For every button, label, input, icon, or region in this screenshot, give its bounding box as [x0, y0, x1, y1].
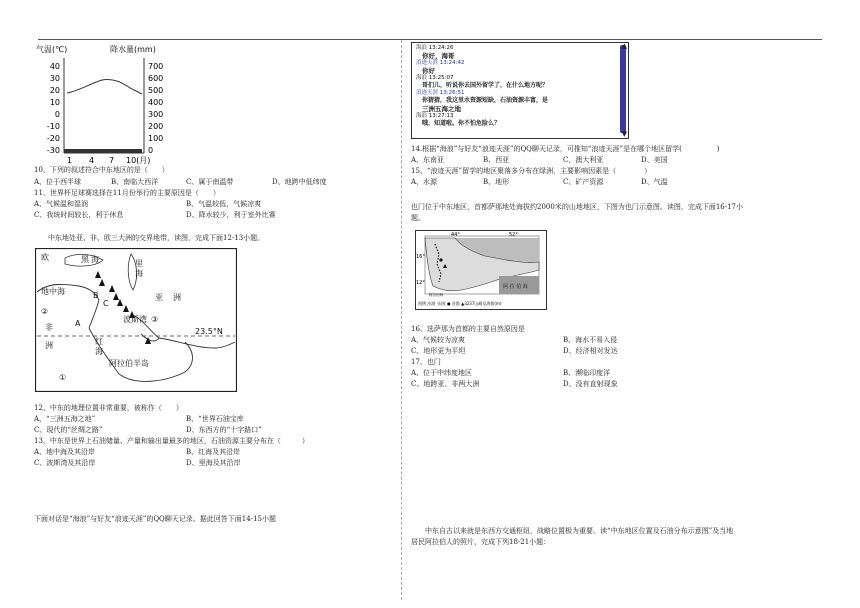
q17-stem: 17、也门	[411, 358, 441, 366]
map-label-zhou1: 洲	[173, 293, 181, 302]
q12-option-d: D、东西方的“十字路口”	[186, 426, 262, 434]
yemen-intro-line2: 题。	[411, 214, 425, 222]
q11-option-b: B、气温较低，气候凉爽	[186, 200, 262, 208]
temp-tick: 40	[49, 62, 60, 71]
map-label-B: B	[93, 291, 99, 300]
q10-option-c: C、属于南温带	[186, 178, 234, 186]
chat-message: 哦，知道啦。你不怕危险么？	[422, 120, 501, 127]
q16-stem: 16、选萨那为首都的主要自然原因是	[411, 325, 525, 333]
q14-option-b: B、西亚	[483, 156, 510, 164]
map-label-2: ②	[41, 307, 49, 316]
map-label-red: 红	[95, 337, 103, 346]
yemen-map-legend: 图例 沙漠 ·国界 ● 首都 ▲3237山峰及海拔(m)	[418, 301, 502, 306]
q13-option-d: D、里海及其沿岸	[186, 459, 241, 467]
map-label-sea3: 海	[95, 347, 103, 356]
column-divider	[401, 40, 402, 600]
precip-tick: 500	[148, 86, 164, 95]
q15-option-a: A、水源	[411, 178, 438, 186]
q12-option-b: B、“世界石油宝库	[186, 415, 244, 423]
map-label-3: ③	[151, 315, 159, 324]
temperature-curve	[67, 79, 142, 94]
q14-option-d: D、美国	[641, 156, 668, 164]
q11-option-c: C、我统时间较长，利于休息	[34, 211, 124, 219]
q16-option-d: D、经济相对发达	[563, 347, 618, 355]
precip-bar	[64, 149, 142, 153]
map-label-1: ①	[59, 373, 67, 382]
chat-message: 哥们儿，听说你去国外留学了，在什么地方呢？	[422, 82, 549, 89]
qq-chat-screenshot	[411, 42, 629, 139]
precip-tick: 200	[148, 122, 164, 131]
temp-tick: -20	[46, 134, 60, 143]
precip-tick: 0	[148, 146, 154, 155]
q10-option-a: A、位于西半球	[34, 178, 82, 186]
temp-tick: -10	[46, 122, 60, 131]
map-label-black: 黑	[81, 255, 89, 264]
chat-message: 你猜猜，我这里水资源短缺，石油资源丰富，是	[422, 97, 549, 104]
temp-tick: 20	[49, 86, 60, 95]
map-label-africa: 非	[45, 323, 53, 332]
month-ticks	[67, 156, 150, 165]
q10-option-d: D、地跨中低纬度	[272, 178, 327, 186]
precip-tick: 100	[148, 134, 164, 143]
chat-message: 三洲五海之地	[422, 105, 461, 113]
q16-option-b: B、海水不易入侵	[563, 336, 618, 344]
q17-option-d: D、没有直射现象	[563, 380, 618, 388]
temp-ticks	[47, 62, 60, 155]
temp-tick: 10	[49, 98, 60, 107]
month-tick: 1	[67, 156, 73, 165]
yemen-intro-line1: 也门位于中东地区，首都萨那地处海拔约2000米的山地地区，下图为也门示意图。读图，完成下面16-17小	[411, 203, 743, 211]
precip-tick: 300	[148, 110, 164, 119]
climate-chart	[34, 42, 174, 166]
precip-ticks	[148, 62, 163, 155]
sea-label-arabian: 阿 拉 伯 海	[503, 284, 528, 290]
q15-stem: 15、“浪迹天涯”留学的地区聚落多分布在绿洲，主要影响因素是（ ）	[411, 167, 652, 175]
lon-label-52: 52°	[509, 232, 518, 238]
map-label-sea1: 海	[91, 255, 99, 264]
q11-option-d: D、降水较少，利于室外比赛	[186, 211, 276, 219]
map-label-caspian: 里	[135, 259, 143, 268]
yemen-map	[415, 230, 547, 310]
map-intro: 中东地处亚、非、欧三大洲的交界地带，读图，完成下面12-13小题。	[48, 234, 265, 242]
q13-option-c: C、波斯湾及其沿岸	[34, 459, 96, 467]
header-rule	[38, 39, 822, 40]
map-label-A: A	[75, 319, 81, 328]
sea-label-small: 阿拉伯海	[429, 293, 443, 297]
month-tick: 4	[89, 156, 95, 165]
chat-intro: 下面对话是“海浪”与好友“浪迹天涯”的QQ聊天记录。据此回答下面14-15小题	[34, 515, 276, 523]
q11-stem: 11、世界杯足球赛选择在11月份举行的主要原因是（ ）	[34, 189, 220, 197]
chat-log	[416, 45, 616, 128]
q14-stem: 14.根据“海浪”与好友“浪迹天涯”的QQ聊天记录，可推知“浪迹天涯”是在哪个地区留学( )	[411, 145, 720, 153]
temp-tick: 30	[49, 74, 60, 83]
q10-stem: 10、下列的叙述符合中东地区的是（ ）	[34, 166, 169, 174]
bottom-intro-line1: 中东自古以来就是东西方交通枢纽，战略位置极为重要。读“中东地区位置及石油分布示意图”及当地	[425, 527, 734, 535]
lat-label-16: 16°	[416, 254, 425, 260]
lat-label-12: 12°	[416, 280, 425, 286]
chat-sender-langji: 浪迹天涯 13:24:42	[416, 60, 465, 66]
q12-option-a: A、“三洲五海之地”	[34, 415, 96, 423]
q14-option-a: A、东南亚	[411, 156, 445, 164]
map-label-zhou2: 洲	[45, 341, 53, 350]
month-tick: 7	[109, 156, 115, 165]
chat-scrollbar-up: ▲	[621, 42, 627, 50]
chat-message: 你好，海哥	[422, 52, 455, 60]
q16-option-a: A、气候较为凉爽	[411, 336, 466, 344]
q15-option-b: B、地形	[483, 178, 510, 186]
map-label-C: C	[103, 299, 109, 308]
precip-tick: 600	[148, 74, 164, 83]
middle-east-map	[35, 248, 237, 392]
map-label-persian-gulf: 波斯湾	[123, 315, 147, 324]
map-label-arabian-peninsula: 阿拉伯半岛	[109, 359, 149, 368]
precip-tick: 400	[148, 98, 164, 107]
bottom-intro-line2: 居民阿拉伯人的照片，完成下列18-21小题：	[411, 538, 551, 546]
q17-option-c: C、地跨亚、非两大洲	[411, 380, 480, 388]
q17-option-a: A、位于中纬度地区	[411, 369, 473, 377]
chat-sender-haitang: 海浪 13:25:07	[416, 75, 454, 81]
chat-sender-langji: 浪迹天涯 13:26:51	[416, 90, 465, 96]
q15-option-c: C、矿产资源	[563, 178, 604, 186]
precip-tick: 700	[148, 62, 164, 71]
map-label-mediterranean: 地中海	[41, 287, 65, 296]
temp-tick: 0	[54, 110, 60, 119]
map-label-sea2: 海	[135, 269, 143, 278]
temp-axis-label: 气温(℃)	[36, 45, 68, 54]
chat-sender-haitang: 海浪 13:24:26	[416, 45, 454, 51]
map-label-asia: 亚	[155, 293, 163, 302]
q16-option-c: C、地形更为平坦	[411, 347, 466, 355]
q14-option-c: C、澳大利亚	[563, 156, 604, 164]
capital-marker	[439, 258, 442, 261]
temp-tick: -30	[46, 146, 60, 155]
map-label-tropic: 23.5°N	[195, 327, 223, 336]
q17-option-b: B、濒临印度洋	[563, 369, 611, 377]
q11-option-a: A、气候温和湿润	[34, 200, 89, 208]
chat-sender-haitang: 海浪 13:27:13	[416, 113, 454, 119]
q12-option-c: C、现代的“丝绸之路”	[34, 426, 103, 434]
month-tick: 10(月)	[126, 156, 151, 165]
chat-scrollbar-down: ▼	[621, 130, 627, 138]
q13-option-b: B、红海及其沿岸	[186, 448, 241, 456]
q12-stem: 12、中东的地理位置非常重要，被称作（ ）	[34, 404, 183, 412]
precip-axis-label: 降水量(mm)	[110, 45, 156, 54]
map-label-europe: 欧	[41, 253, 49, 262]
lon-label-44: 44°	[451, 232, 460, 238]
chat-scrollbar	[620, 42, 627, 133]
q15-option-d: D、气温	[641, 178, 668, 186]
q10-option-b: B、南临大西洋	[111, 178, 159, 186]
chat-message: 你好	[422, 67, 435, 75]
q13-stem: 13、中东是世界上石油储量、产量和输出量最多的地区，石油资源主要分布在（ ）	[34, 437, 309, 445]
q13-option-a: A、地中海及其沿岸	[34, 448, 96, 456]
